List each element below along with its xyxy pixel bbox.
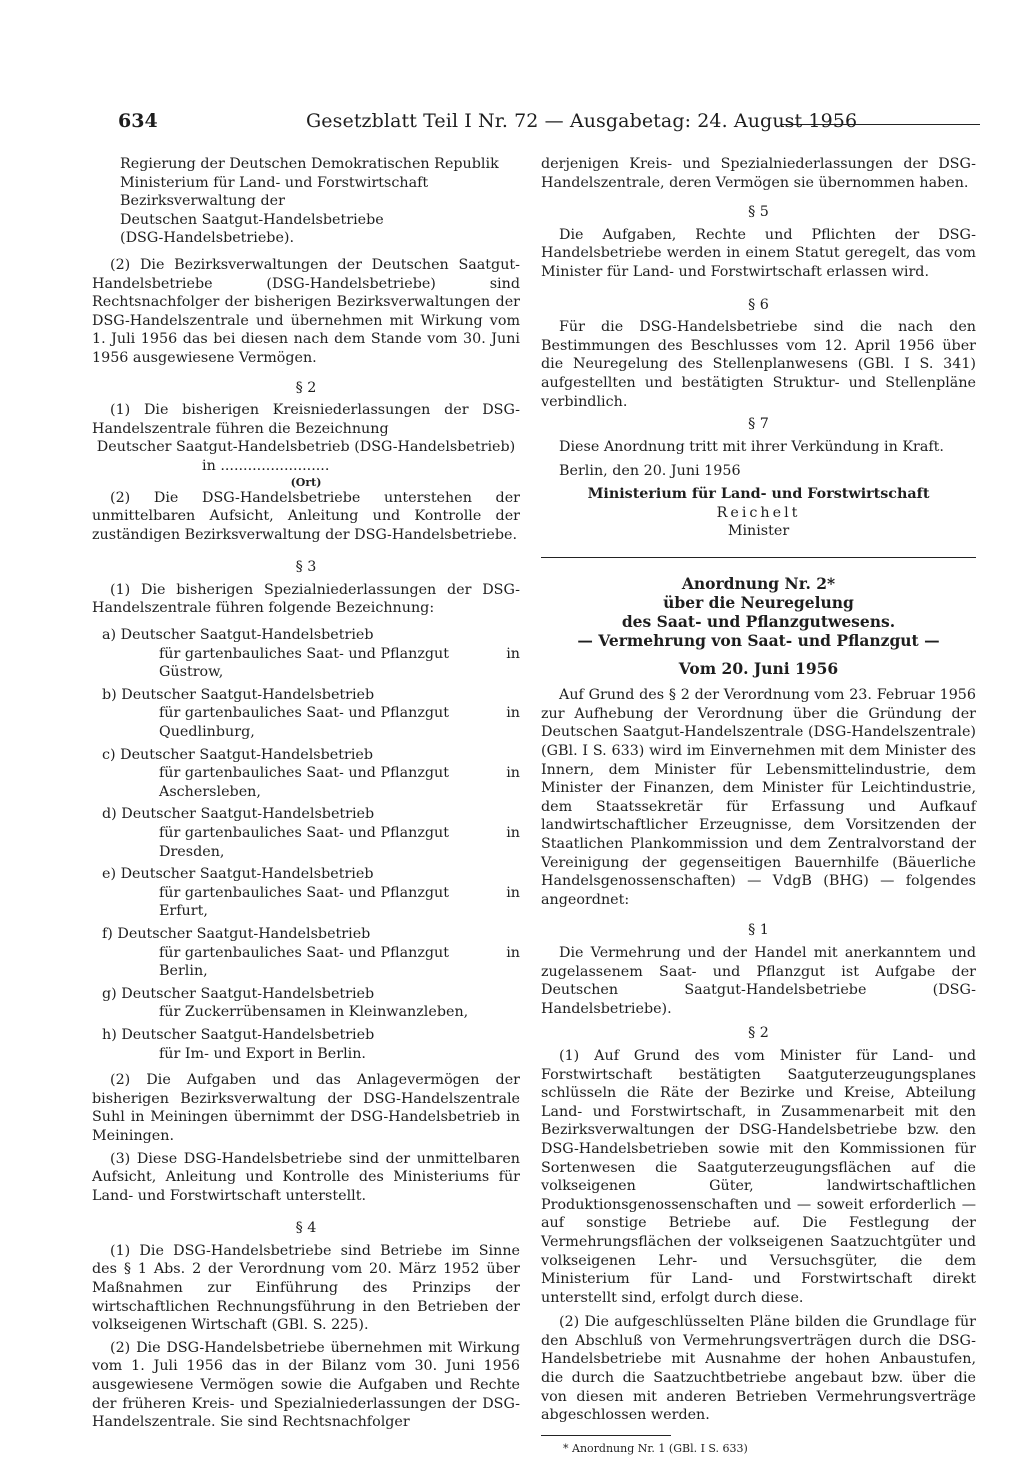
address-line: Deutschen Saatgut-Handelsbetriebe [120, 211, 384, 228]
signatory-name: Reichelt [716, 504, 801, 521]
ordinance-subtitle: — Vermehrung von Saat- und Pflanzgut — [577, 630, 940, 650]
address-line: Bezirksverwaltung der [120, 193, 285, 210]
list-item: a) Deutscher Saatgut-Handelsbetrieb für gartenbauliches Saat- und Pflanzgut in Güstrow, [102, 627, 520, 681]
address-line: Regierung der Deutschen Demokratischen Republik [120, 156, 499, 172]
address-line: Ministerium für Land- und Forstwirtschaft [120, 174, 429, 191]
section-divider [541, 557, 976, 558]
paragraph: (2) Die DSG-Handelsbetriebe übernehmen mit Wirkung vom 1. Juli 1956 das in der Bilanz vom 30. Juni 1956 ausgewiesene Vermögen sowie die Aufgaben und Rechte der früheren Kreis- und Spezialniederlassungen der DSG-Handelszentrale. Sie sind Rechtsnachfolger [92, 1339, 520, 1431]
place-caption: (Ort) [290, 475, 322, 489]
page-header [118, 110, 980, 140]
paragraph: Die Vermehrung und der Handel mit anerkanntem und zugelassenem Saat- und Pflanzgut ist Aufgabe der Deutschen Saatgut-Handelsbetriebe (DSG-Handelsbetriebe). [541, 945, 976, 1017]
list-item: e) Deutscher Saatgut-Handelsbetrieb für gartenbauliches Saat- und Pflanzgut in Erfurt, [102, 866, 520, 920]
paragraph: Die Aufgaben, Rechte und Pflichten der DSG-Handelsbetriebe werden in einem Statut geregelt, das vom Minister für Land- und Forstwirtschaft erlassen wird. [541, 226, 976, 280]
signatory-title: Minister [727, 523, 790, 540]
paragraph: (2) Die Bezirksverwaltungen der Deutschen Saatgut-Handelsbetriebe (DSG-Handelsbetriebe) sind Rechtsnachfolger der bisherigen Bezirksverwaltungen der DSG-Handelszentrale und übernehmen mit Wirkung vom 1. Juli 1956 das bei diesen nach dem Stande vom 30. Juni 1956 ausgewiesene Vermögen. [92, 256, 520, 366]
paragraph: (2) Die DSG-Handelsbetriebe unterstehen der unmittelbaren Aufsicht, Anleitung und Kontrolle der zuständigen Bezirksverwaltung der DSG-Handelsbetriebe. [92, 489, 520, 543]
ordinance-title: über die Neuregelung [663, 592, 854, 612]
header-rule [781, 124, 980, 125]
paragraph: (1) Auf Grund des vom Minister für Land- und Forstwirtschaft bestätigten Saatguterzeugungsplanes schlüsseln die Räte der Bezirke und Kreise, Abteilung Land- und Forstwirtschaft, in Zusammenarbeit mit den Bezirksverwaltungen der DSG-Handelsbetriebe bzw. den DSG-Handelsbetrieben sowie mit den Kommissionen für Sortenwesen die Saatguterzeugungsflächen auf die volkseigenen Güter, landwirtschaftlichen Produktionsgenossenschaften und — soweit erforderlich — auf sonstige Betriebe auf. Die Festlegung der Vermehrungsflächen der volkseigenen Saatzuchtgüter und volkseigenen Lehr- und Versuchsgüter, die dem Ministerium für Land- und Forstwirtschaft direkt unterstellt sind, erfolgt durch diese. [541, 1047, 976, 1306]
footnote: * Anordnung Nr. 1 (GBl. I S. 633) [563, 1441, 748, 1455]
address-block [92, 155, 520, 248]
running-title: Gesetzblatt Teil I Nr. 72 — Ausgabetag: 24. August 1956 [306, 110, 858, 132]
list-item: b) Deutscher Saatgut-Handelsbetrieb für gartenbauliches Saat- und Pflanzgut in Quedlinburg, [102, 686, 520, 741]
list-item: g) Deutscher Saatgut-Handelsbetrieb für Zuckerrübensamen in Kleinwanzleben, [102, 985, 469, 1021]
designation-place: in ........................ [202, 457, 330, 474]
left-column [92, 155, 520, 1436]
signing-authority: Ministerium für Land- und Forstwirtschaft [587, 485, 930, 502]
preamble: Auf Grund des § 2 der Verordnung vom 23. Februar 1956 zur Aufhebung der Verordnung über die Gründung der Deutschen Saatgut-Handelszentrale (DSG-Handelszentrale) (GBl. I S. 633) wird im Einvernehmen mit dem Minister des Innern, dem Minister für Lebensmittelindustrie, dem Minister der Finanzen, dem Minister für Leichtindustrie, dem Staatssekretär für Erfassung und Aufkauf landwirtschaftlicher Erzeugnisse, dem Vorsitzenden der Staatlichen Plankommission und dem Zentralvorstand der Vereinigung der gegenseitigen Bauernhilfe (Bäuerliche Handelsgenossenschaften) — VdgB (BHG) — folgendes angeordnet: [541, 687, 976, 908]
ordinance-title: des Saat- und Pflanzgutwesens. [621, 611, 896, 631]
list-item: f) Deutscher Saatgut-Handelsbetrieb für gartenbauliches Saat- und Pflanzgut in Berlin, [102, 925, 520, 980]
section-heading: § 2 [295, 379, 317, 396]
paragraph: Für die DSG-Handelsbetriebe sind die nach den Bestimmungen des Beschlusses vom 12. April 1956 über die Neuregelung des Stellenplanwesens (GBl. I S. 341) aufgestellten und bestätigten Struktur- und Stellenpläne verbindlich. [541, 319, 976, 410]
paragraph: (1) Die bisherigen Kreisniederlassungen der DSG-Handelszentrale führen die Bezeichnung [92, 402, 520, 437]
section-heading: § 2 [748, 1025, 769, 1042]
footnote-rule [541, 1435, 671, 1436]
paragraph: Diese Anordnung tritt mit ihrer Verkündung in Kraft. [559, 438, 944, 455]
paragraph: (1) Die bisherigen Spezialniederlassungen der DSG-Handelszentrale führen folgende Bezeichnung: [92, 581, 520, 617]
right-column [541, 155, 976, 1458]
paragraph: derjenigen Kreis- und Spezialniederlassungen der DSG-Handelszentrale, deren Vermögen sie übernommen haben. [541, 156, 976, 191]
address-line: (DSG-Handelsbetriebe). [120, 230, 295, 247]
paragraph: (1) Die DSG-Handelsbetriebe sind Betriebe im Sinne des § 1 Abs. 2 der Verordnung vom 20. März 1952 über Maßnahmen zur Einführung des Prinzips der wirtschaftlichen Rechnungsführung in den Betrieben der volkseigenen Wirtschaft (GBl. S. 225). [92, 1242, 520, 1334]
section-heading: § 7 [748, 416, 769, 433]
page-number: 634 [118, 110, 158, 132]
section-heading: § 5 [748, 204, 769, 221]
signing-date: Berlin, den 20. Juni 1956 [559, 463, 741, 480]
section-heading: § 3 [295, 559, 317, 576]
ordinance-date: Vom 20. Juni 1956 [678, 658, 839, 678]
list-item: d) Deutscher Saatgut-Handelsbetrieb für gartenbauliches Saat- und Pflanzgut in Dresden, [102, 806, 520, 860]
designation: Deutscher Saatgut-Handelsbetrieb (DSG-Handelsbetrieb) [96, 439, 516, 456]
paragraph: (3) Diese DSG-Handelsbetriebe sind der unmittelbaren Aufsicht, Anleitung und Kontrolle des Ministeriums für Land- und Forstwirtschaft unterstellt. [92, 1150, 520, 1204]
ordinance-title: Anordnung Nr. 2* [681, 573, 836, 593]
section-heading: § 1 [748, 922, 769, 939]
list-item: h) Deutscher Saatgut-Handelsbetrieb für Im- und Export in Berlin. [102, 1026, 375, 1062]
section-heading: § 4 [295, 1220, 317, 1237]
paragraph: (2) Die Aufgaben und das Anlagevermögen der bisherigen Bezirksverwaltung der DSG-Handelszentrale Suhl in Meiningen übernimmt der DSG-Handelsbetrieb in Meiningen. [92, 1072, 520, 1144]
section-heading: § 6 [748, 296, 769, 313]
paragraph: (2) Die aufgeschlüsselten Pläne bilden die Grundlage für den Abschluß von Vermehrungsverträgen durch die DSG-Handelsbetriebe mit Ausnahme der hohen Anbaustufen, die durch die Saatzuchtbetriebe angebaut bzw. über die von diesen mit anderen Betrieben Vermehrungsverträge abgeschlossen werden. [541, 1314, 976, 1424]
list-item: c) Deutscher Saatgut-Handelsbetrieb für gartenbauliches Saat- und Pflanzgut in Aschersleben, [102, 746, 520, 800]
